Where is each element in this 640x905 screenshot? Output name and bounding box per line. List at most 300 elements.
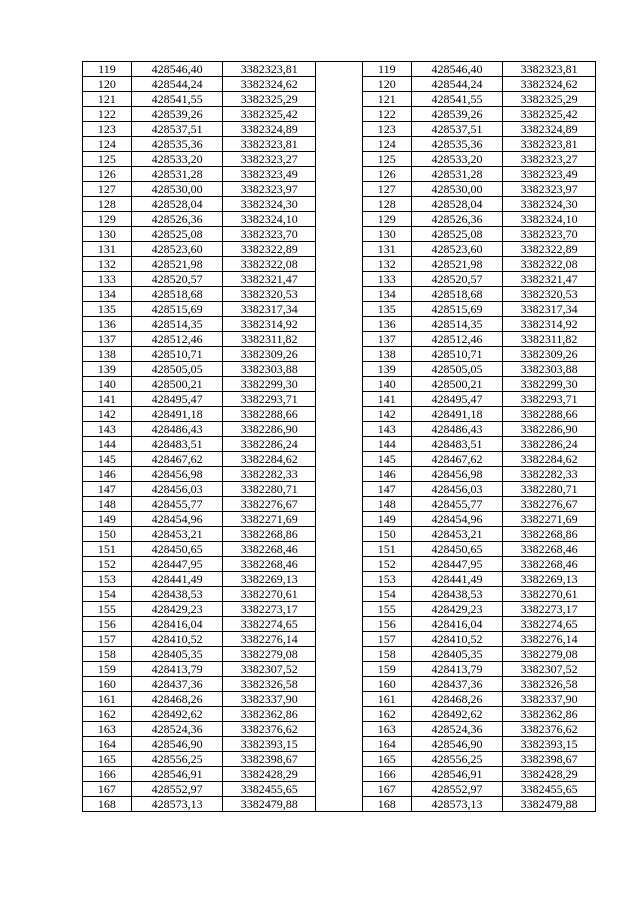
left-point-number-cell: 158 — [83, 647, 132, 662]
table-row — [83, 197, 596, 212]
column-separator — [316, 437, 363, 452]
left-x-coordinate-cell: 428521,98 — [131, 257, 223, 272]
column-separator — [316, 602, 363, 617]
right-y-coordinate-cell: 3382323,49 — [503, 167, 596, 182]
left-x-coordinate-cell: 428524,36 — [131, 722, 223, 737]
right-y-coordinate-cell: 3382323,70 — [503, 227, 596, 242]
table-row — [83, 212, 596, 227]
left-point-number-cell: 120 — [83, 77, 132, 92]
right-y-coordinate-cell: 3382324,62 — [503, 77, 596, 92]
right-y-coordinate-cell: 3382303,88 — [503, 362, 596, 377]
right-point-number-cell: 145 — [362, 452, 411, 467]
left-point-number-cell: 148 — [83, 497, 132, 512]
column-separator — [316, 197, 363, 212]
table-row — [83, 62, 596, 77]
table-row — [83, 227, 596, 242]
left-x-coordinate-cell: 428486,43 — [131, 422, 223, 437]
coordinate-table — [82, 61, 596, 812]
left-y-coordinate-cell: 3382303,88 — [223, 362, 316, 377]
right-point-number-cell: 162 — [362, 707, 411, 722]
column-separator — [316, 92, 363, 107]
table-row — [83, 677, 596, 692]
left-y-coordinate-cell: 3382280,71 — [223, 482, 316, 497]
right-x-coordinate-cell: 428455,77 — [411, 497, 503, 512]
right-x-coordinate-cell: 428531,28 — [411, 167, 503, 182]
left-point-number-cell: 143 — [83, 422, 132, 437]
column-separator — [316, 287, 363, 302]
table-row — [83, 722, 596, 737]
right-y-coordinate-cell: 3382326,58 — [503, 677, 596, 692]
left-x-coordinate-cell: 428531,28 — [131, 167, 223, 182]
table-row — [83, 407, 596, 422]
left-x-coordinate-cell: 428528,04 — [131, 197, 223, 212]
right-y-coordinate-cell: 3382323,81 — [503, 62, 596, 77]
right-y-coordinate-cell: 3382324,89 — [503, 122, 596, 137]
left-y-coordinate-cell: 3382323,49 — [223, 167, 316, 182]
column-separator — [316, 452, 363, 467]
left-y-coordinate-cell: 3382326,58 — [223, 677, 316, 692]
column-separator — [316, 632, 363, 647]
column-separator — [316, 392, 363, 407]
left-y-coordinate-cell: 3382323,27 — [223, 152, 316, 167]
left-point-number-cell: 149 — [83, 512, 132, 527]
right-y-coordinate-cell: 3382323,27 — [503, 152, 596, 167]
right-y-coordinate-cell: 3382269,13 — [503, 572, 596, 587]
left-point-number-cell: 151 — [83, 542, 132, 557]
right-point-number-cell: 139 — [362, 362, 411, 377]
table-row — [83, 782, 596, 797]
left-point-number-cell: 129 — [83, 212, 132, 227]
left-x-coordinate-cell: 428447,95 — [131, 557, 223, 572]
right-x-coordinate-cell: 428552,97 — [411, 782, 503, 797]
right-point-number-cell: 127 — [362, 182, 411, 197]
column-separator — [316, 617, 363, 632]
right-point-number-cell: 132 — [362, 257, 411, 272]
table-row — [83, 362, 596, 377]
left-point-number-cell: 153 — [83, 572, 132, 587]
right-point-number-cell: 142 — [362, 407, 411, 422]
right-point-number-cell: 135 — [362, 302, 411, 317]
left-x-coordinate-cell: 428552,97 — [131, 782, 223, 797]
left-point-number-cell: 132 — [83, 257, 132, 272]
left-y-coordinate-cell: 3382324,89 — [223, 122, 316, 137]
left-point-number-cell: 135 — [83, 302, 132, 317]
table-row — [83, 92, 596, 107]
table-row — [83, 527, 596, 542]
left-y-coordinate-cell: 3382268,86 — [223, 527, 316, 542]
left-point-number-cell: 157 — [83, 632, 132, 647]
table-row — [83, 242, 596, 257]
right-y-coordinate-cell: 3382276,67 — [503, 497, 596, 512]
right-point-number-cell: 134 — [362, 287, 411, 302]
table-row — [83, 347, 596, 362]
left-x-coordinate-cell: 428410,52 — [131, 632, 223, 647]
left-y-coordinate-cell: 3382322,89 — [223, 242, 316, 257]
left-y-coordinate-cell: 3382325,29 — [223, 92, 316, 107]
right-x-coordinate-cell: 428530,00 — [411, 182, 503, 197]
right-point-number-cell: 151 — [362, 542, 411, 557]
left-y-coordinate-cell: 3382428,29 — [223, 767, 316, 782]
column-separator — [316, 557, 363, 572]
left-point-number-cell: 122 — [83, 107, 132, 122]
left-y-coordinate-cell: 3382317,34 — [223, 302, 316, 317]
table-row — [83, 122, 596, 137]
left-x-coordinate-cell: 428491,18 — [131, 407, 223, 422]
right-y-coordinate-cell: 3382322,08 — [503, 257, 596, 272]
left-point-number-cell: 134 — [83, 287, 132, 302]
right-point-number-cell: 163 — [362, 722, 411, 737]
right-point-number-cell: 155 — [362, 602, 411, 617]
column-separator — [316, 257, 363, 272]
right-x-coordinate-cell: 428486,43 — [411, 422, 503, 437]
left-x-coordinate-cell: 428556,25 — [131, 752, 223, 767]
left-point-number-cell: 123 — [83, 122, 132, 137]
table-row — [83, 662, 596, 677]
column-separator — [316, 107, 363, 122]
left-x-coordinate-cell: 428533,20 — [131, 152, 223, 167]
right-x-coordinate-cell: 428541,55 — [411, 92, 503, 107]
right-point-number-cell: 149 — [362, 512, 411, 527]
right-x-coordinate-cell: 428546,90 — [411, 737, 503, 752]
table-row — [83, 317, 596, 332]
left-x-coordinate-cell: 428518,68 — [131, 287, 223, 302]
left-point-number-cell: 125 — [83, 152, 132, 167]
right-y-coordinate-cell: 3382317,34 — [503, 302, 596, 317]
table-row — [83, 182, 596, 197]
left-x-coordinate-cell: 428456,03 — [131, 482, 223, 497]
column-separator — [316, 707, 363, 722]
right-x-coordinate-cell: 428456,03 — [411, 482, 503, 497]
table-row — [83, 542, 596, 557]
left-point-number-cell: 161 — [83, 692, 132, 707]
table-row — [83, 422, 596, 437]
left-point-number-cell: 164 — [83, 737, 132, 752]
right-y-coordinate-cell: 3382284,62 — [503, 452, 596, 467]
right-y-coordinate-cell: 3382270,61 — [503, 587, 596, 602]
left-y-coordinate-cell: 3382324,10 — [223, 212, 316, 227]
column-separator — [316, 722, 363, 737]
right-point-number-cell: 146 — [362, 467, 411, 482]
left-point-number-cell: 128 — [83, 197, 132, 212]
right-x-coordinate-cell: 428441,49 — [411, 572, 503, 587]
table-row — [83, 797, 596, 812]
right-point-number-cell: 124 — [362, 137, 411, 152]
left-x-coordinate-cell: 428523,60 — [131, 242, 223, 257]
left-y-coordinate-cell: 3382286,90 — [223, 422, 316, 437]
right-y-coordinate-cell: 3382323,81 — [503, 137, 596, 152]
left-point-number-cell: 124 — [83, 137, 132, 152]
left-y-coordinate-cell: 3382324,30 — [223, 197, 316, 212]
right-y-coordinate-cell: 3382286,24 — [503, 437, 596, 452]
left-y-coordinate-cell: 3382284,62 — [223, 452, 316, 467]
right-point-number-cell: 144 — [362, 437, 411, 452]
right-y-coordinate-cell: 3382324,30 — [503, 197, 596, 212]
right-x-coordinate-cell: 428528,04 — [411, 197, 503, 212]
right-y-coordinate-cell: 3382276,14 — [503, 632, 596, 647]
left-point-number-cell: 127 — [83, 182, 132, 197]
right-y-coordinate-cell: 3382325,29 — [503, 92, 596, 107]
left-point-number-cell: 167 — [83, 782, 132, 797]
right-x-coordinate-cell: 428500,21 — [411, 377, 503, 392]
left-point-number-cell: 160 — [83, 677, 132, 692]
table-row — [83, 512, 596, 527]
column-separator — [316, 302, 363, 317]
right-x-coordinate-cell: 428546,40 — [411, 62, 503, 77]
right-y-coordinate-cell: 3382286,90 — [503, 422, 596, 437]
left-y-coordinate-cell: 3382320,53 — [223, 287, 316, 302]
right-y-coordinate-cell: 3382279,08 — [503, 647, 596, 662]
right-point-number-cell: 123 — [362, 122, 411, 137]
table-row — [83, 392, 596, 407]
left-point-number-cell: 138 — [83, 347, 132, 362]
right-y-coordinate-cell: 3382309,26 — [503, 347, 596, 362]
right-point-number-cell: 161 — [362, 692, 411, 707]
left-y-coordinate-cell: 3382324,62 — [223, 77, 316, 92]
right-point-number-cell: 150 — [362, 527, 411, 542]
left-y-coordinate-cell: 3382268,46 — [223, 542, 316, 557]
right-x-coordinate-cell: 428447,95 — [411, 557, 503, 572]
right-y-coordinate-cell: 3382393,15 — [503, 737, 596, 752]
left-x-coordinate-cell: 428405,35 — [131, 647, 223, 662]
right-x-coordinate-cell: 428523,60 — [411, 242, 503, 257]
column-separator — [316, 182, 363, 197]
left-point-number-cell: 159 — [83, 662, 132, 677]
right-y-coordinate-cell: 3382273,17 — [503, 602, 596, 617]
right-point-number-cell: 166 — [362, 767, 411, 782]
right-y-coordinate-cell: 3382337,90 — [503, 692, 596, 707]
right-point-number-cell: 130 — [362, 227, 411, 242]
right-point-number-cell: 154 — [362, 587, 411, 602]
column-separator — [316, 77, 363, 92]
table-row — [83, 272, 596, 287]
column-separator — [316, 692, 363, 707]
column-separator — [316, 527, 363, 542]
table-row — [83, 257, 596, 272]
right-x-coordinate-cell: 428491,18 — [411, 407, 503, 422]
column-separator — [316, 752, 363, 767]
right-x-coordinate-cell: 428573,13 — [411, 797, 503, 812]
right-x-coordinate-cell: 428515,69 — [411, 302, 503, 317]
column-separator — [316, 587, 363, 602]
column-separator — [316, 482, 363, 497]
left-point-number-cell: 137 — [83, 332, 132, 347]
right-y-coordinate-cell: 3382428,29 — [503, 767, 596, 782]
table-row — [83, 107, 596, 122]
left-y-coordinate-cell: 3382282,33 — [223, 467, 316, 482]
left-x-coordinate-cell: 428441,49 — [131, 572, 223, 587]
left-x-coordinate-cell: 428437,36 — [131, 677, 223, 692]
left-y-coordinate-cell: 3382376,62 — [223, 722, 316, 737]
right-x-coordinate-cell: 428416,04 — [411, 617, 503, 632]
right-x-coordinate-cell: 428437,36 — [411, 677, 503, 692]
right-x-coordinate-cell: 428514,35 — [411, 317, 503, 332]
right-point-number-cell: 164 — [362, 737, 411, 752]
right-x-coordinate-cell: 428492,62 — [411, 707, 503, 722]
right-x-coordinate-cell: 428405,35 — [411, 647, 503, 662]
right-x-coordinate-cell: 428450,65 — [411, 542, 503, 557]
table-row — [83, 437, 596, 452]
table-row — [83, 647, 596, 662]
left-y-coordinate-cell: 3382271,69 — [223, 512, 316, 527]
left-point-number-cell: 141 — [83, 392, 132, 407]
left-x-coordinate-cell: 428454,96 — [131, 512, 223, 527]
left-y-coordinate-cell: 3382309,26 — [223, 347, 316, 362]
right-y-coordinate-cell: 3382271,69 — [503, 512, 596, 527]
table-row — [83, 752, 596, 767]
left-y-coordinate-cell: 3382393,15 — [223, 737, 316, 752]
left-x-coordinate-cell: 428492,62 — [131, 707, 223, 722]
left-x-coordinate-cell: 428510,71 — [131, 347, 223, 362]
right-x-coordinate-cell: 428526,36 — [411, 212, 503, 227]
left-x-coordinate-cell: 428453,21 — [131, 527, 223, 542]
left-x-coordinate-cell: 428537,51 — [131, 122, 223, 137]
table-row — [83, 77, 596, 92]
right-y-coordinate-cell: 3382320,53 — [503, 287, 596, 302]
right-y-coordinate-cell: 3382324,10 — [503, 212, 596, 227]
left-point-number-cell: 150 — [83, 527, 132, 542]
right-x-coordinate-cell: 428483,51 — [411, 437, 503, 452]
left-x-coordinate-cell: 428429,23 — [131, 602, 223, 617]
table-row — [83, 332, 596, 347]
left-x-coordinate-cell: 428413,79 — [131, 662, 223, 677]
left-y-coordinate-cell: 3382398,67 — [223, 752, 316, 767]
right-y-coordinate-cell: 3382268,86 — [503, 527, 596, 542]
table-row — [83, 302, 596, 317]
table-row — [83, 452, 596, 467]
column-separator — [316, 512, 363, 527]
left-x-coordinate-cell: 428416,04 — [131, 617, 223, 632]
right-point-number-cell: 119 — [362, 62, 411, 77]
left-y-coordinate-cell: 3382479,88 — [223, 797, 316, 812]
left-x-coordinate-cell: 428544,24 — [131, 77, 223, 92]
table-row — [83, 692, 596, 707]
right-x-coordinate-cell: 428556,25 — [411, 752, 503, 767]
right-x-coordinate-cell: 428454,96 — [411, 512, 503, 527]
right-x-coordinate-cell: 428525,08 — [411, 227, 503, 242]
left-point-number-cell: 155 — [83, 602, 132, 617]
right-point-number-cell: 126 — [362, 167, 411, 182]
right-x-coordinate-cell: 428413,79 — [411, 662, 503, 677]
right-x-coordinate-cell: 428521,98 — [411, 257, 503, 272]
left-point-number-cell: 165 — [83, 752, 132, 767]
right-y-coordinate-cell: 3382288,66 — [503, 407, 596, 422]
table-row — [83, 467, 596, 482]
left-y-coordinate-cell: 3382268,46 — [223, 557, 316, 572]
right-point-number-cell: 140 — [362, 377, 411, 392]
right-y-coordinate-cell: 3382299,30 — [503, 377, 596, 392]
right-y-coordinate-cell: 3382307,52 — [503, 662, 596, 677]
left-y-coordinate-cell: 3382322,08 — [223, 257, 316, 272]
left-x-coordinate-cell: 428573,13 — [131, 797, 223, 812]
right-x-coordinate-cell: 428468,26 — [411, 692, 503, 707]
right-point-number-cell: 156 — [362, 617, 411, 632]
right-point-number-cell: 136 — [362, 317, 411, 332]
right-y-coordinate-cell: 3382323,97 — [503, 182, 596, 197]
left-x-coordinate-cell: 428455,77 — [131, 497, 223, 512]
left-y-coordinate-cell: 3382323,97 — [223, 182, 316, 197]
left-x-coordinate-cell: 428456,98 — [131, 467, 223, 482]
right-y-coordinate-cell: 3382268,46 — [503, 557, 596, 572]
table-row — [83, 767, 596, 782]
left-point-number-cell: 130 — [83, 227, 132, 242]
left-point-number-cell: 119 — [83, 62, 132, 77]
column-separator — [316, 407, 363, 422]
right-x-coordinate-cell: 428456,98 — [411, 467, 503, 482]
left-point-number-cell: 133 — [83, 272, 132, 287]
right-x-coordinate-cell: 428539,26 — [411, 107, 503, 122]
column-separator — [316, 122, 363, 137]
right-y-coordinate-cell: 3382282,33 — [503, 467, 596, 482]
left-x-coordinate-cell: 428515,69 — [131, 302, 223, 317]
right-point-number-cell: 168 — [362, 797, 411, 812]
left-point-number-cell: 131 — [83, 242, 132, 257]
left-point-number-cell: 146 — [83, 467, 132, 482]
table-row — [83, 557, 596, 572]
right-x-coordinate-cell: 428533,20 — [411, 152, 503, 167]
right-y-coordinate-cell: 3382325,42 — [503, 107, 596, 122]
right-y-coordinate-cell: 3382311,82 — [503, 332, 596, 347]
table-row — [83, 482, 596, 497]
left-y-coordinate-cell: 3382307,52 — [223, 662, 316, 677]
left-x-coordinate-cell: 428525,08 — [131, 227, 223, 242]
right-x-coordinate-cell: 428429,23 — [411, 602, 503, 617]
right-point-number-cell: 131 — [362, 242, 411, 257]
right-point-number-cell: 141 — [362, 392, 411, 407]
right-point-number-cell: 147 — [362, 482, 411, 497]
left-y-coordinate-cell: 3382455,65 — [223, 782, 316, 797]
left-y-coordinate-cell: 3382311,82 — [223, 332, 316, 347]
table-row — [83, 152, 596, 167]
table-row — [83, 497, 596, 512]
left-x-coordinate-cell: 428495,47 — [131, 392, 223, 407]
left-y-coordinate-cell: 3382293,71 — [223, 392, 316, 407]
left-x-coordinate-cell: 428530,00 — [131, 182, 223, 197]
right-point-number-cell: 165 — [362, 752, 411, 767]
left-y-coordinate-cell: 3382337,90 — [223, 692, 316, 707]
column-separator — [316, 167, 363, 182]
right-y-coordinate-cell: 3382321,47 — [503, 272, 596, 287]
right-x-coordinate-cell: 428438,53 — [411, 587, 503, 602]
left-y-coordinate-cell: 3382288,66 — [223, 407, 316, 422]
left-x-coordinate-cell: 428438,53 — [131, 587, 223, 602]
right-y-coordinate-cell: 3382362,86 — [503, 707, 596, 722]
left-x-coordinate-cell: 428526,36 — [131, 212, 223, 227]
left-y-coordinate-cell: 3382325,42 — [223, 107, 316, 122]
left-x-coordinate-cell: 428483,51 — [131, 437, 223, 452]
right-x-coordinate-cell: 428453,21 — [411, 527, 503, 542]
right-point-number-cell: 133 — [362, 272, 411, 287]
right-x-coordinate-cell: 428535,36 — [411, 137, 503, 152]
left-y-coordinate-cell: 3382323,81 — [223, 62, 316, 77]
column-separator — [316, 332, 363, 347]
right-x-coordinate-cell: 428544,24 — [411, 77, 503, 92]
left-point-number-cell: 156 — [83, 617, 132, 632]
coordinate-table-body — [83, 62, 596, 812]
left-point-number-cell: 152 — [83, 557, 132, 572]
table-row — [83, 167, 596, 182]
right-x-coordinate-cell: 428510,71 — [411, 347, 503, 362]
left-point-number-cell: 162 — [83, 707, 132, 722]
right-point-number-cell: 167 — [362, 782, 411, 797]
left-y-coordinate-cell: 3382279,08 — [223, 647, 316, 662]
left-point-number-cell: 139 — [83, 362, 132, 377]
left-point-number-cell: 136 — [83, 317, 132, 332]
right-point-number-cell: 137 — [362, 332, 411, 347]
right-y-coordinate-cell: 3382398,67 — [503, 752, 596, 767]
right-y-coordinate-cell: 3382314,92 — [503, 317, 596, 332]
right-point-number-cell: 125 — [362, 152, 411, 167]
left-x-coordinate-cell: 428450,65 — [131, 542, 223, 557]
